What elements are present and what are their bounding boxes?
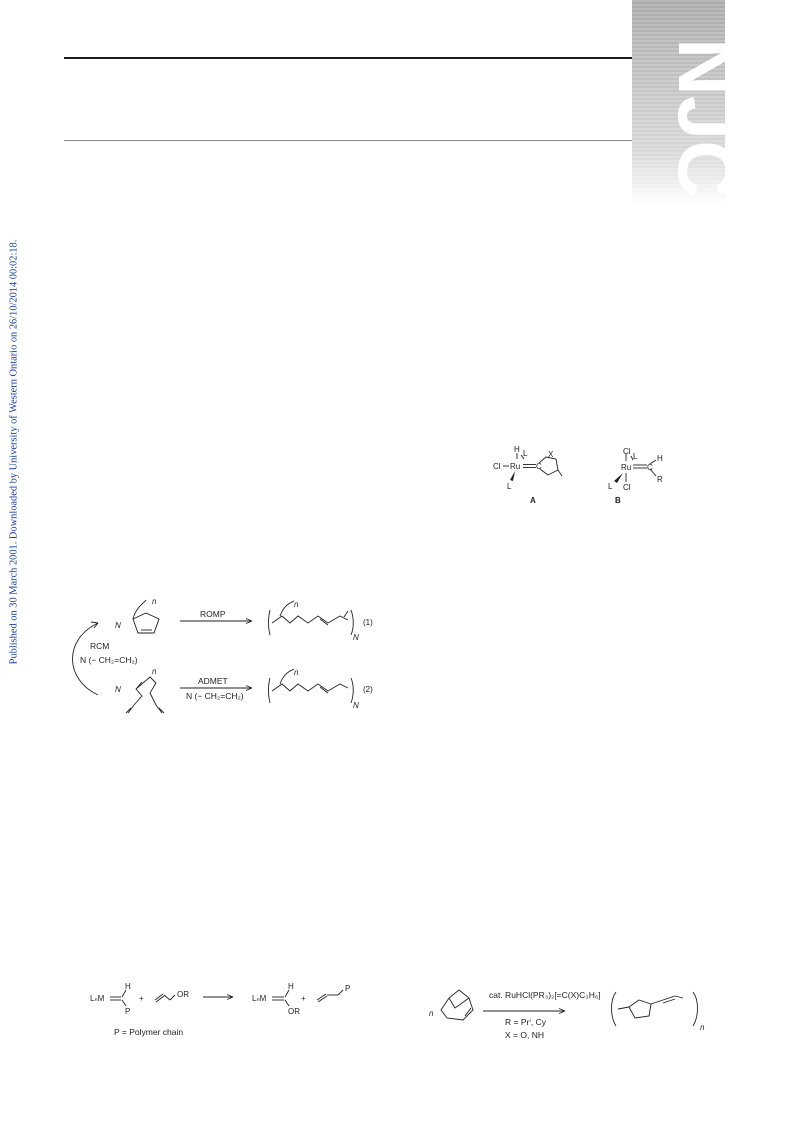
- scheme-rcm-label: RCM: [90, 641, 110, 651]
- termination-or2: OR: [288, 1007, 300, 1016]
- termination-lnm2: LₙM: [252, 994, 267, 1003]
- catalyst-b-cl1: Cl: [623, 447, 631, 456]
- catalyst-b-l2: L: [608, 482, 613, 491]
- termination-p2: P: [345, 984, 351, 993]
- catalyst-b-r: R: [657, 475, 663, 484]
- catalyst-a-l: L: [523, 449, 528, 458]
- header-rule-bottom: [64, 140, 632, 141]
- catalyst-a-x: X: [548, 450, 554, 459]
- termination-or: OR: [177, 990, 189, 999]
- catalyst-structures: [490, 440, 670, 506]
- catalyst-a-l2: L: [507, 482, 512, 491]
- catalyst-a-label: A: [530, 496, 536, 505]
- catalyst-b-label: B: [615, 496, 621, 505]
- scheme-diene-index: n: [152, 667, 157, 676]
- termination-lnm: LₙM: [90, 994, 105, 1003]
- norbornene-catalyst: cat. RuHCl(PR₃)₂[=C(X)C₃H₆]: [489, 990, 601, 1000]
- termination-p: P: [125, 1007, 131, 1016]
- scheme-rcm-loss: N (− CH₂=CH₂): [80, 655, 138, 665]
- catalyst-b-ru: Ru: [621, 463, 632, 472]
- scheme-poly-n1: N: [353, 633, 359, 642]
- download-notice: [6, 232, 22, 672]
- scheme-admet-label: ADMET: [198, 676, 228, 686]
- norbornene-scheme: [425, 978, 715, 1044]
- scheme-poly-index2: n: [294, 668, 299, 677]
- norbornene-n: n: [429, 1009, 434, 1018]
- catalyst-b-l1: L: [633, 452, 638, 461]
- catalyst-a-h: H: [514, 445, 520, 454]
- scheme-eq2: (2): [363, 685, 373, 694]
- termination-h2: H: [288, 982, 294, 991]
- termination-h: H: [125, 982, 131, 991]
- scheme-n-monomer: N: [115, 621, 121, 630]
- scheme-poly-index1: n: [294, 600, 299, 609]
- scheme-ring-index: n: [152, 597, 157, 606]
- scheme-eq1: (1): [363, 618, 373, 627]
- header-rule-top: [64, 57, 632, 59]
- termination-caption: P = Polymer chain: [114, 1027, 184, 1037]
- metathesis-scheme: [58, 595, 388, 720]
- catalyst-b-c: C: [647, 463, 653, 472]
- norbornene-r-line: R = Prⁱ, Cy: [505, 1017, 546, 1027]
- catalyst-a-c: C: [536, 462, 542, 471]
- logo-text: NJC: [662, 37, 751, 199]
- scheme-romp-label: ROMP: [200, 609, 226, 619]
- termination-scheme: [85, 980, 370, 1042]
- scheme-n-diene: N: [115, 685, 121, 694]
- scheme-admet-loss: N (− CH₂=CH₂): [186, 691, 244, 701]
- termination-plus2: +: [301, 994, 306, 1003]
- catalyst-a-ru: Ru: [510, 462, 521, 471]
- termination-plus1: +: [139, 994, 144, 1003]
- catalyst-b-cl2: Cl: [623, 483, 631, 492]
- journal-logo: [632, 0, 751, 205]
- catalyst-b-h: H: [657, 454, 663, 463]
- norbornene-poly-n: n: [700, 1023, 705, 1032]
- scheme-poly-n2: N: [353, 701, 359, 710]
- norbornene-x-line: X = O, NH: [505, 1030, 544, 1040]
- catalyst-a-cl: Cl: [493, 462, 501, 471]
- download-notice-text: Published on 30 March 2001. Downloaded by University of Western Ontario on 26/10/2014 00:02:18.: [8, 239, 20, 665]
